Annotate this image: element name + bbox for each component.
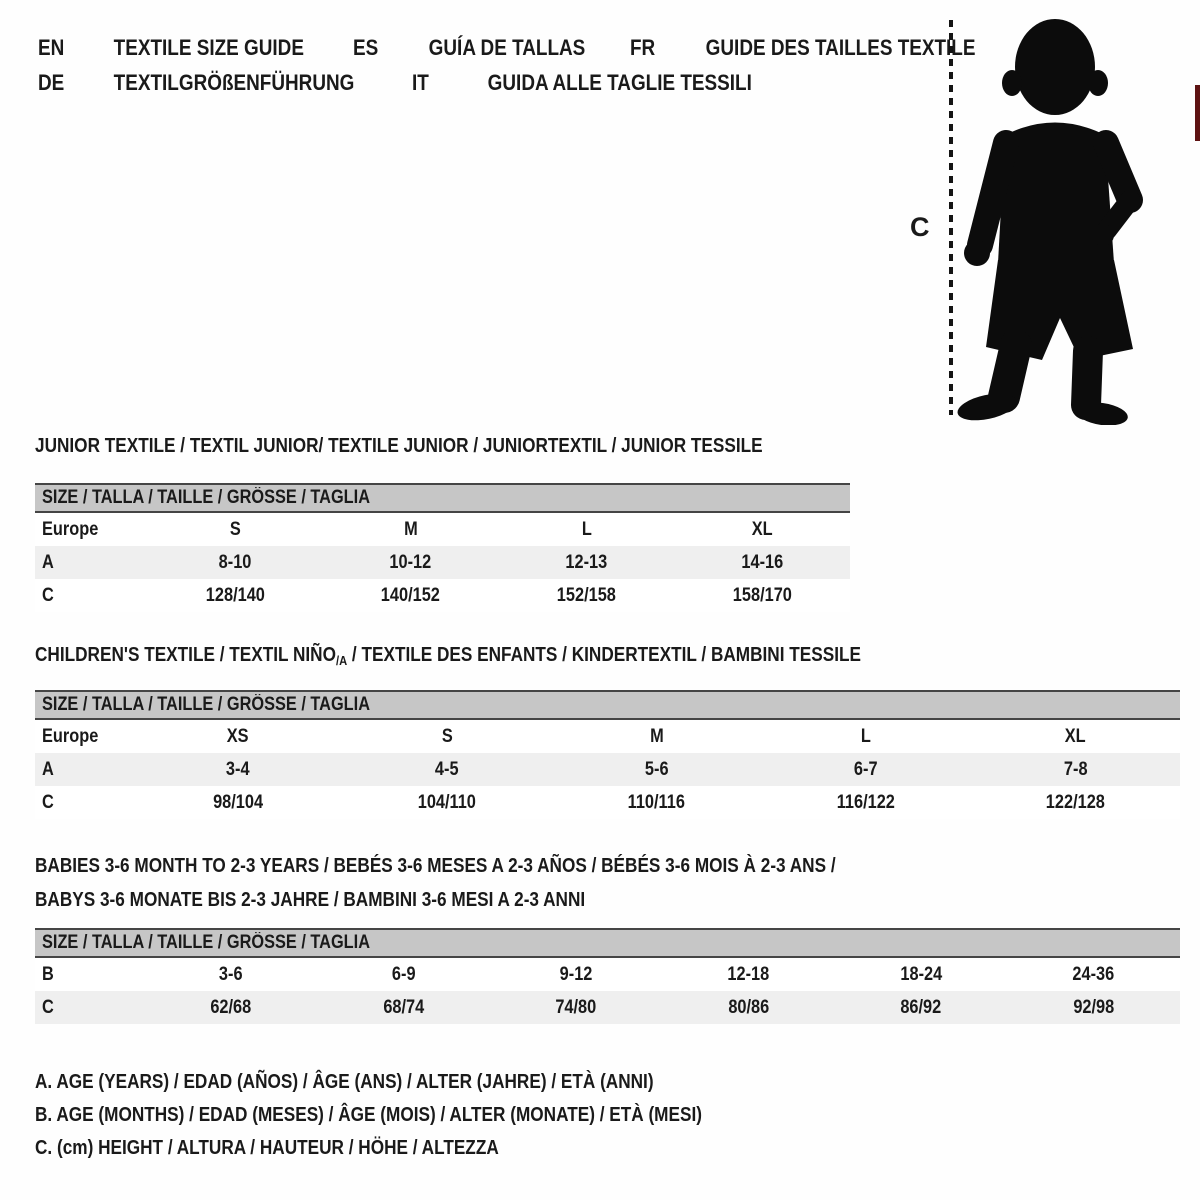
language-code-fr: FR bbox=[629, 35, 655, 60]
table-row bbox=[35, 720, 1180, 753]
table-row bbox=[35, 579, 850, 612]
cell-text: 6-7 bbox=[854, 758, 878, 780]
cell-text: 128/140 bbox=[205, 584, 265, 606]
cell bbox=[761, 759, 970, 781]
row-label bbox=[35, 759, 133, 781]
cell bbox=[342, 792, 551, 814]
table-row bbox=[35, 513, 850, 546]
cell-text: 3-6 bbox=[218, 963, 243, 985]
cell-text: 116/122 bbox=[836, 791, 895, 813]
row-label bbox=[35, 964, 144, 986]
table-row bbox=[35, 958, 1180, 991]
footnote-a bbox=[35, 1066, 811, 1099]
cell-text: 18-24 bbox=[900, 963, 942, 985]
cell-text: 110/116 bbox=[627, 791, 686, 813]
cell bbox=[835, 964, 1008, 986]
cell bbox=[662, 997, 835, 1019]
language-row-it bbox=[412, 65, 752, 100]
height-measure-label: C bbox=[910, 212, 930, 242]
cell bbox=[662, 964, 835, 986]
cell-text: C bbox=[42, 584, 54, 606]
language-code-en: EN bbox=[38, 35, 65, 60]
cell bbox=[971, 792, 1180, 814]
footnote-c-text: C. (cm) HEIGHT / ALTURA / HAUTEUR / HÖHE / ALTEZZA bbox=[35, 1137, 499, 1159]
footnote-a-text: A. AGE (YEARS) / EDAD (AÑOS) / ÂGE (ANS) / ALTER (JAHRE) / ETÀ (ANNI) bbox=[35, 1071, 654, 1093]
cell bbox=[133, 759, 342, 781]
language-code-it: IT bbox=[412, 70, 429, 95]
row-label bbox=[35, 997, 144, 1019]
cell-text: M bbox=[649, 725, 664, 747]
table-row bbox=[35, 786, 1180, 819]
junior-size-header-bar bbox=[35, 483, 850, 513]
language-title-fr: GUIDE DES TAILLES TEXTILE bbox=[705, 35, 976, 60]
babies-section-title-line1: BABIES 3-6 MONTH TO 2-3 YEARS / BEBÉS 3-6 MESES A 2-3 AÑOS / BÉBÉS 3-6 MOIS À 2-3 ANS / bbox=[35, 855, 836, 877]
children-title-pre: CHILDREN'S TEXTILE / TEXTIL NIÑO bbox=[35, 644, 336, 666]
babies-section-heading bbox=[35, 849, 966, 917]
cell-text: 68/74 bbox=[382, 996, 424, 1018]
children-size-header-bar bbox=[35, 690, 1180, 720]
children-section-heading bbox=[35, 643, 995, 673]
cell-text: 92/98 bbox=[1073, 996, 1115, 1018]
cell-text: L bbox=[860, 725, 871, 747]
cell bbox=[147, 519, 323, 541]
cell-text: XL bbox=[1064, 725, 1086, 747]
toddler-figure-svg bbox=[890, 15, 1200, 425]
footnote-c bbox=[35, 1132, 811, 1165]
cell-text: 6-9 bbox=[391, 963, 416, 985]
cell-text: 158/170 bbox=[732, 584, 792, 606]
language-row-de bbox=[38, 65, 354, 100]
cell-text: 98/104 bbox=[212, 791, 263, 813]
cell-text: 3-4 bbox=[225, 758, 250, 780]
cell-text: 104/110 bbox=[418, 791, 477, 813]
right-edge-strip bbox=[1195, 85, 1200, 141]
language-title-en: TEXTILE SIZE GUIDE bbox=[113, 35, 304, 60]
children-size-table bbox=[35, 690, 1180, 819]
cell bbox=[1007, 964, 1180, 986]
cell-text: 14-16 bbox=[741, 551, 784, 573]
language-code-es: ES bbox=[353, 35, 379, 60]
row-label bbox=[35, 552, 147, 574]
toddler-silhouette-icon bbox=[955, 19, 1133, 425]
table-row bbox=[35, 546, 850, 579]
babies-size-header-label: SIZE / TALLA / TAILLE / GRÖSSE / TAGLIA bbox=[42, 932, 371, 953]
cell bbox=[552, 792, 761, 814]
cell-text: L bbox=[581, 518, 592, 540]
cell-text: A bbox=[42, 551, 54, 573]
cell-text: 12-18 bbox=[727, 963, 770, 985]
cell-text: S bbox=[229, 518, 241, 540]
footnotes bbox=[35, 1066, 811, 1165]
cell bbox=[144, 964, 317, 986]
cell-text: C bbox=[42, 996, 54, 1018]
row-label bbox=[35, 792, 133, 814]
table-row bbox=[35, 991, 1180, 1024]
row-label bbox=[35, 519, 147, 541]
cell-text: 152/158 bbox=[556, 584, 616, 606]
cell-text: B bbox=[42, 963, 54, 985]
cell-text: Europe bbox=[42, 518, 99, 540]
cell-text: 122/128 bbox=[1045, 791, 1105, 813]
cell-text: XS bbox=[226, 725, 249, 747]
cell-text: 10-12 bbox=[389, 551, 432, 573]
cell-text: 86/92 bbox=[900, 996, 942, 1018]
cell-text: 7-8 bbox=[1063, 758, 1088, 780]
children-title-post: / TEXTILE DES ENFANTS / KINDERTEXTIL / BAMBINI TESSILE bbox=[347, 644, 861, 666]
cell-text: 74/80 bbox=[555, 996, 597, 1018]
cell bbox=[761, 792, 970, 814]
cell bbox=[499, 552, 675, 574]
row-label bbox=[35, 585, 147, 607]
cell bbox=[323, 585, 499, 607]
cell-text: 12-13 bbox=[565, 551, 608, 573]
cell-text: 5-6 bbox=[644, 758, 669, 780]
cell-text: 62/68 bbox=[210, 996, 252, 1018]
babies-size-header-bar bbox=[35, 928, 1180, 958]
cell bbox=[317, 964, 490, 986]
junior-section-title: JUNIOR TEXTILE / TEXTIL JUNIOR/ TEXTILE JUNIOR / JUNIORTEXTIL / JUNIOR TESSILE bbox=[35, 435, 763, 457]
cell bbox=[971, 759, 1180, 781]
cell bbox=[761, 726, 970, 748]
children-section-title bbox=[35, 643, 861, 673]
cell bbox=[971, 726, 1180, 748]
language-title-es: GUÍA DE TALLAS bbox=[429, 35, 586, 60]
cell-text: 140/152 bbox=[381, 584, 441, 606]
junior-size-header-label: SIZE / TALLA / TAILLE / GRÖSSE / TAGLIA bbox=[42, 487, 371, 508]
cell bbox=[144, 997, 317, 1019]
language-title-de: TEXTILGRÖßENFÜHRUNG bbox=[113, 70, 355, 95]
language-title-it: GUIDA ALLE TAGLIE TESSILI bbox=[487, 70, 752, 95]
babies-size-table bbox=[35, 928, 1180, 1024]
cell-text: 80/86 bbox=[728, 996, 769, 1018]
cell bbox=[1007, 997, 1180, 1019]
cell bbox=[317, 997, 490, 1019]
cell-text: 9-12 bbox=[559, 963, 593, 985]
cell bbox=[499, 585, 675, 607]
cell-text: Europe bbox=[42, 725, 99, 747]
cell bbox=[674, 552, 850, 574]
child-height-figure bbox=[890, 15, 1200, 425]
cell bbox=[342, 726, 551, 748]
footnote-b bbox=[35, 1099, 811, 1132]
row-label bbox=[35, 726, 133, 748]
cell bbox=[133, 792, 342, 814]
babies-section-title-line2: BABYS 3-6 MONATE BIS 2-3 JAHRE / BAMBINI 3-6 MESI A 2-3 ANNI bbox=[35, 889, 586, 911]
cell bbox=[342, 759, 551, 781]
cell bbox=[490, 964, 663, 986]
cell bbox=[552, 726, 761, 748]
cell bbox=[133, 726, 342, 748]
cell-text: 24-36 bbox=[1072, 963, 1115, 985]
cell bbox=[147, 585, 323, 607]
cell bbox=[490, 997, 663, 1019]
language-row-en bbox=[38, 30, 304, 65]
language-row-es bbox=[353, 30, 585, 65]
cell bbox=[674, 585, 850, 607]
cell bbox=[835, 997, 1008, 1019]
cell bbox=[323, 552, 499, 574]
cell bbox=[147, 552, 323, 574]
cell bbox=[499, 519, 675, 541]
cell-text: M bbox=[403, 518, 418, 540]
cell-text: 8-10 bbox=[218, 551, 252, 573]
children-size-header-label: SIZE / TALLA / TAILLE / GRÖSSE / TAGLIA bbox=[42, 694, 371, 715]
cell bbox=[674, 519, 850, 541]
cell-text: 4-5 bbox=[435, 758, 459, 780]
cell bbox=[552, 759, 761, 781]
cell-text: C bbox=[42, 791, 54, 813]
junior-size-table bbox=[35, 483, 850, 612]
cell-text: A bbox=[42, 758, 54, 780]
table-row bbox=[35, 753, 1180, 786]
junior-section-heading bbox=[35, 434, 881, 458]
footnote-b-text: B. AGE (MONTHS) / EDAD (MESES) / ÂGE (MOIS) / ALTER (MONATE) / ETÀ (MESI) bbox=[35, 1104, 702, 1126]
cell-text: S bbox=[441, 725, 453, 747]
language-code-de: DE bbox=[38, 70, 65, 95]
cell bbox=[323, 519, 499, 541]
children-title-sub: /A bbox=[335, 653, 348, 668]
cell-text: XL bbox=[751, 518, 773, 540]
